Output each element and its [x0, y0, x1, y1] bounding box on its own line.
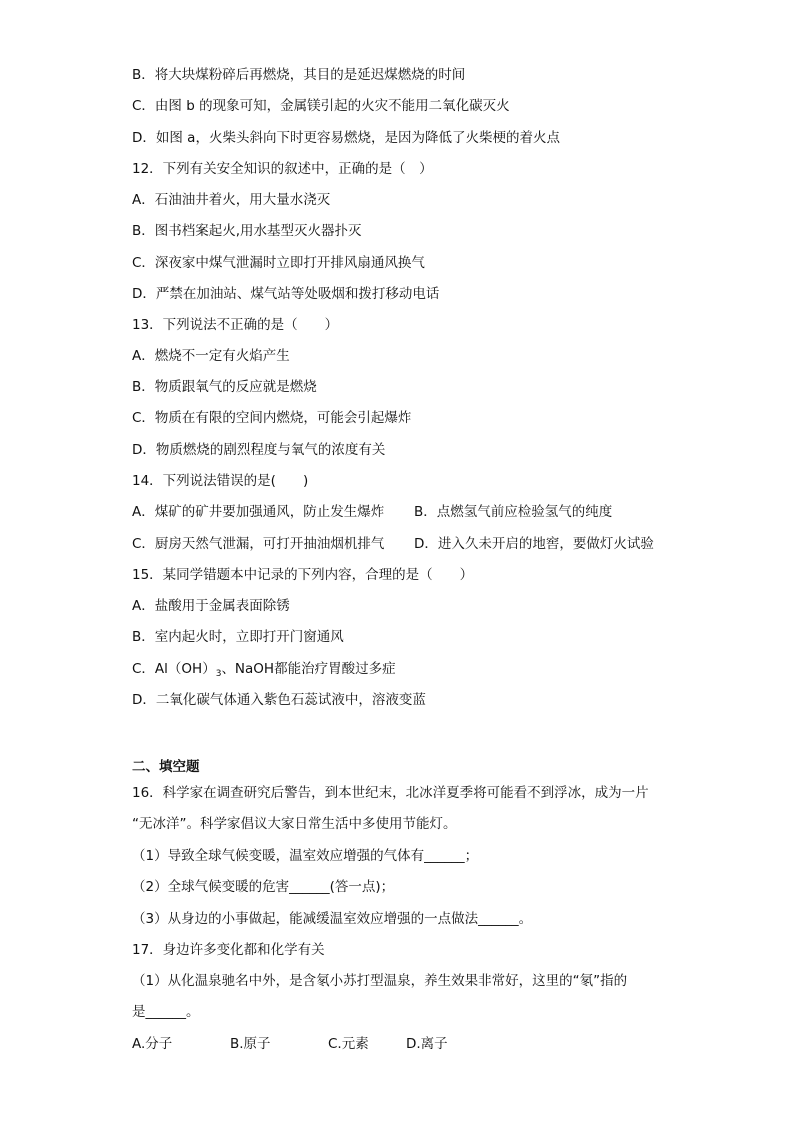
q14-option-b: B．点燃氢气前应检验氢气的纯度: [414, 504, 613, 520]
q16-part-3: （3）从身边的小事做起，能减缓温室效应增强的一点做法______。: [132, 911, 533, 927]
q15-option-b: B．室内起火时，立即打开门窗通风: [132, 629, 344, 645]
q15-option-c: [132, 660, 396, 683]
q17-stem: 17．身边许多变化都和化学有关: [132, 942, 325, 958]
q13-option-a: A．燃烧不一定有火焰产生: [132, 348, 290, 364]
q16-part-1: （1）导致全球气候变暖，温室效应增强的气体有______；: [132, 848, 479, 864]
section-title: 二、填空题: [132, 759, 200, 775]
q14-option-a: A．煤矿的矿井要加强通风，防止发生爆炸: [132, 504, 385, 520]
q12-option-b: B．图书档案起火,用水基型灭火器扑灭: [132, 223, 362, 239]
q14-stem: 14．下列说法错误的是( ): [132, 473, 309, 489]
q14-option-c: C．厨房天然气泄漏，可打开抽油烟机排气: [132, 536, 385, 552]
q14-row-cd: [132, 535, 662, 553]
prev-option-c: C．由图 b 的现象可知，金属镁引起的火灾不能用二氧化碳灭火: [132, 98, 510, 114]
prev-option-b: B．将大块煤粉碎后再燃烧，其目的是延迟煤燃烧的时间: [132, 67, 466, 83]
q15-option-c-post: 、NaOH都能治疗胃酸过多症: [221, 661, 396, 677]
q12-stem: 12．下列有关安全知识的叙述中，正确的是（ ）: [132, 161, 433, 177]
q17-option-c: C.元素: [328, 1036, 369, 1052]
q13-option-b: B．物质跟氧气的反应就是燃烧: [132, 379, 317, 395]
q17-option-b: B.原子: [230, 1036, 271, 1052]
q15-stem: 15．某同学错题本中记录的下列内容，合理的是（ ）: [132, 567, 474, 583]
q13-stem: 13．下列说法不正确的是（ ）: [132, 317, 339, 333]
q12-option-d: D．严禁在加油站、煤气站等处吸烟和拨打移动电话: [132, 286, 440, 302]
q17-part-1-line-1: （1）从化温泉驰名中外，是含氡小苏打型温泉，养生效果非常好，这里的“氡”指的: [132, 973, 628, 989]
q17-option-a: A.分子: [132, 1036, 173, 1052]
q12-option-a: A．石油油井着火，用大量水浇灭: [132, 192, 331, 208]
q13-option-c: C．物质在有限的空间内燃烧，可能会引起爆炸: [132, 410, 412, 426]
q15-option-c-pre: C．Al（OH）: [132, 661, 216, 677]
prev-option-d: D．如图 a，火柴头斜向下时更容易燃烧，是因为降低了火柴梗的着火点: [132, 130, 560, 146]
q16-line-2: “无冰洋”。科学家倡议大家日常生活中多使用节能灯。: [132, 816, 457, 832]
q15-option-a: A．盐酸用于金属表面除锈: [132, 598, 290, 614]
q16-part-2: （2）全球气候变暖的危害______(答一点)；: [132, 879, 395, 895]
q14-row-ab: [132, 503, 652, 521]
q15-option-c-subscript: 3: [215, 669, 222, 679]
q12-option-c: C．深夜家中煤气泄漏时立即打开排风扇通风换气: [132, 255, 425, 271]
q17-option-d: D.离子: [406, 1036, 448, 1052]
q15-option-d: D．二氧化碳气体通入紫色石蕊试液中，溶液变蓝: [132, 692, 426, 708]
q16-line-1: 16．科学家在调查研究后警告，到本世纪末，北冰洋夏季将可能看不到浮冰，成为一片: [132, 785, 649, 801]
q13-option-d: D．物质燃烧的剧烈程度与氧气的浓度有关: [132, 442, 386, 458]
q14-option-d: D．进入久未开启的地窖，要做灯火试验: [414, 536, 654, 552]
q17-part-1-line-2: 是______。: [132, 1004, 200, 1020]
